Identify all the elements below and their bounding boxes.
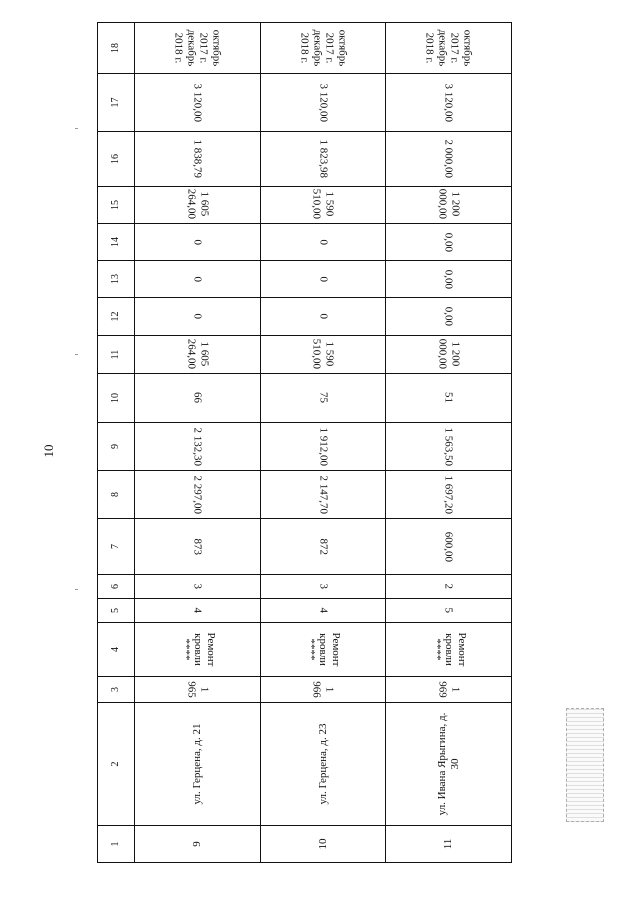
header-cell: 17 — [98, 74, 135, 132]
cell-value: 0 — [135, 298, 261, 336]
cell-value: 2 000,00 — [386, 132, 512, 187]
cell-entrances: 2 — [386, 575, 512, 599]
cell-value: 1 563,50 — [386, 423, 512, 471]
header-cell: 10 — [98, 374, 135, 423]
cell-value: 0,00 — [386, 261, 512, 298]
cell-value: 872 — [260, 519, 386, 575]
cell-entrances: 3 — [135, 575, 261, 599]
cell-value: 1 838,79 — [135, 132, 261, 187]
cell-value: 2 147,70 — [260, 471, 386, 519]
cell-value: 0 — [260, 261, 386, 298]
header-cell: 14 — [98, 224, 135, 261]
cell-value: 2 297,00 — [135, 471, 261, 519]
cell-year: 1 965 — [135, 677, 261, 703]
header-cell: 16 — [98, 132, 135, 187]
cell-value: 1 590 510,00 — [260, 336, 386, 374]
cell-value: 51 — [386, 374, 512, 423]
cell-value: 0 — [260, 298, 386, 336]
cell-value: 66 — [135, 374, 261, 423]
cell-value: 1 912,00 — [260, 423, 386, 471]
cell-value: 1 605 264,00 — [135, 187, 261, 224]
cell-value: 0,00 — [386, 298, 512, 336]
table-row — [260, 23, 386, 863]
header-cell: 18 — [98, 23, 135, 74]
table-row — [386, 23, 512, 863]
cell-value: 600,00 — [386, 519, 512, 575]
header-cell: 8 — [98, 471, 135, 519]
header-cell: 6 — [98, 575, 135, 599]
header-cell: 7 — [98, 519, 135, 575]
cell-work: Ремонт кровли **** — [135, 623, 261, 677]
cell-year: 1 966 — [260, 677, 386, 703]
cell-period: октябрь 2017 г. декабрь 2018 г. — [135, 23, 261, 74]
cell-period: октябрь 2017 г. декабрь 2018 г. — [386, 23, 512, 74]
header-cell: 2 — [98, 703, 135, 826]
cell-value: 3 120,00 — [386, 74, 512, 132]
cell-value: 1 823,98 — [260, 132, 386, 187]
header-cell: 11 — [98, 336, 135, 374]
header-row — [98, 23, 135, 863]
cell-floors: 4 — [135, 599, 261, 623]
cell-address: ул. Ивана Ярыгина, д. 30 — [386, 703, 512, 826]
cell-floors: 4 — [260, 599, 386, 623]
header-cell: 9 — [98, 423, 135, 471]
cell-value: 2 132,30 — [135, 423, 261, 471]
cell-work: Ремонт кровли **** — [386, 623, 512, 677]
scan-tick — [75, 128, 78, 129]
cell-value: 1 200 000,00 — [386, 336, 512, 374]
cell-value: 75 — [260, 374, 386, 423]
cell-address: ул. Герцена, д. 23 — [260, 703, 386, 826]
cell-entrances: 3 — [260, 575, 386, 599]
header-cell: 15 — [98, 187, 135, 224]
cell-value: 1 605 264,00 — [135, 336, 261, 374]
page-number: 10 — [41, 444, 56, 458]
header-cell: 4 — [98, 623, 135, 677]
cell-value: 3 120,00 — [135, 74, 261, 132]
cell-value: 0 — [135, 224, 261, 261]
scan-tick — [75, 354, 78, 355]
cell-value: 1 590 510,00 — [260, 187, 386, 224]
scan-tick — [75, 589, 78, 590]
cell-number: 9 — [135, 826, 261, 863]
cell-work: Ремонт кровли **** — [260, 623, 386, 677]
stamp-mark — [566, 708, 604, 822]
table-row — [135, 23, 261, 863]
cell-value: 1 697,20 — [386, 471, 512, 519]
header-cell: 12 — [98, 298, 135, 336]
cell-value: 0 — [260, 224, 386, 261]
cell-value: 1 200 000,00 — [386, 187, 512, 224]
data-table — [97, 22, 512, 863]
cell-address: ул. Герцена, д. 21 — [135, 703, 261, 826]
cell-value: 873 — [135, 519, 261, 575]
cell-value: 0 — [135, 261, 261, 298]
header-cell: 13 — [98, 261, 135, 298]
cell-number: 11 — [386, 826, 512, 863]
cell-period: октябрь 2017 г. декабрь 2018 г. — [260, 23, 386, 74]
cell-value: 3 120,00 — [260, 74, 386, 132]
header-cell: 5 — [98, 599, 135, 623]
cell-floors: 5 — [386, 599, 512, 623]
header-cell: 1 — [98, 826, 135, 863]
cell-value: 0,00 — [386, 224, 512, 261]
header-cell: 3 — [98, 677, 135, 703]
cell-number: 10 — [260, 826, 386, 863]
cell-year: 1 969 — [386, 677, 512, 703]
